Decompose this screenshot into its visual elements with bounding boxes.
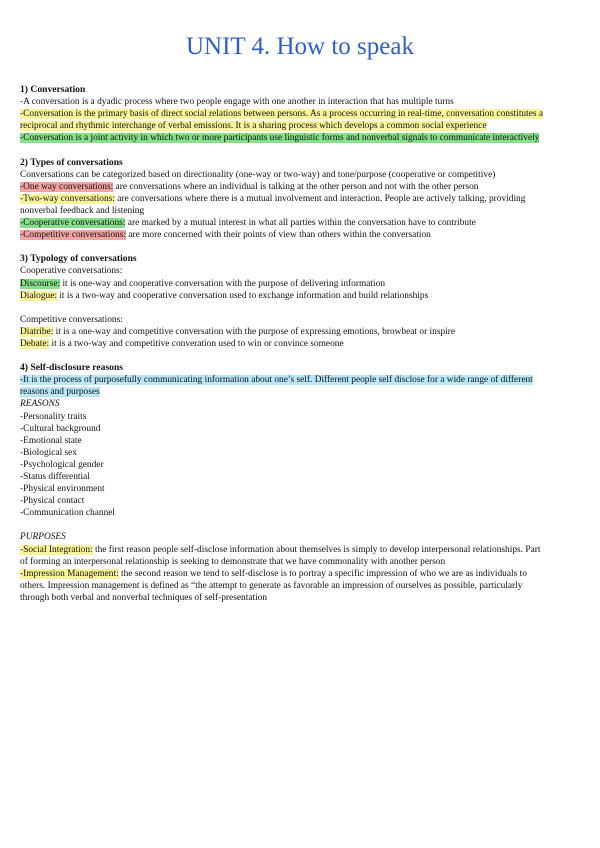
definition: it is a one-way and competitive conversation with the purpose of expressing emotions, browbeat or inspire (53, 326, 456, 337)
term: Debate: (20, 338, 50, 349)
section-heading: 1) Conversation (20, 84, 86, 95)
definition: are marked by a mutual interest in what all parties within the conversation have to contribute (125, 218, 476, 229)
section-typology (20, 253, 550, 350)
definition-item (20, 278, 550, 290)
highlighted-paragraph: -Conversation is the primary basis of direct social relations between persons. As a process occurring in real-time, conversation constitutes a reciprocal and rhythmic interchange of verbal emissions. It is a sharing process which develops a common social experience (20, 109, 544, 132)
list-item: -Biological sex (20, 447, 78, 458)
paragraph: -A conversation is a dyadic process where two people engage with one another in interaction that has multiple turns (20, 97, 454, 108)
highlighted-paragraph: -It is the process of purposefully communicating information about one’s self. Different people self disclose for a wide range of different reasons and purposes (20, 375, 533, 398)
list-item: -Psychological gender (20, 459, 104, 470)
term: -Cooperative conversations: (20, 218, 126, 229)
list-item: -Communication channel (20, 508, 116, 519)
section-self-disclosure (20, 362, 550, 604)
definition-item (20, 544, 550, 568)
highlighted-paragraph: -Conversation is a joint activity in which two or more participants use linguistic forms and nonverbal signals to communicate interactively (20, 133, 540, 144)
definition: it is one-way and cooperative conversation with the purpose of delivering information (60, 278, 386, 289)
term: -Impression Management: (20, 568, 119, 579)
definition: it is a two-way and competitive converation used to win or convince someone (49, 338, 344, 349)
definition: the second reason we tend to self-disclose is to portray a specific impression of who we are as individuals to others. Impression management is defined as “the attempt to generate as favorable an impression of ourselves as possible, particularly through both verbal and nonverbal techniques of self-presentation (20, 568, 527, 603)
term: Discourse: (20, 278, 61, 289)
definition-item (20, 326, 550, 338)
list-item: -Status differential (20, 472, 90, 482)
document-body (20, 84, 550, 604)
section-types (20, 157, 550, 242)
list-item: -Cultural background (20, 423, 101, 434)
list-item: -Physical contact (20, 496, 85, 507)
definition: are conversations where there is a mutual involvement and interaction. People are actively talking, providing nonverbal feedback and listening (20, 193, 526, 216)
term: Diatribe: (20, 326, 54, 337)
reasons-list (20, 411, 550, 520)
definition-item (20, 181, 550, 193)
definition: are more concerned with their points of view than others within the conversation (125, 230, 431, 241)
list-item: -Emotional state (20, 435, 82, 446)
term: -Competitive conversations: (20, 230, 126, 241)
definition-item (20, 338, 550, 350)
section-heading: 2) Types of conversations (20, 156, 123, 168)
term: Dialogue: (20, 290, 57, 301)
reasons-label: REASONS (20, 399, 60, 410)
definition-item (20, 568, 550, 604)
section-conversation (20, 84, 550, 144)
paragraph: Conversations can be categorized based on directionality (one-way or two-way) and tone/purpose (cooperative or competitive) (20, 169, 496, 180)
page-title: UNIT 4. How to speak (186, 33, 414, 60)
definition: it is a two-way and cooperative conversation used to exchange information and build relationships (56, 290, 429, 301)
definition: the first reason people self-disclose information about themselves is simply to develop interpersonal relationships. Part of forming an interpersonal relationship is seeking to demonstrate that we have commonality with another person (20, 544, 541, 567)
definition: are conversations where an individual is talking at the other person and not with the other person (113, 181, 479, 192)
definition-item (20, 193, 550, 217)
list-item: -Physical environment (20, 484, 105, 495)
subheading: Competitive conversations: (20, 314, 123, 325)
definition-item (20, 217, 550, 229)
list-item: -Personality traits (20, 411, 87, 422)
definition-item (20, 290, 550, 302)
term: -One way conversations: (20, 181, 114, 192)
purposes-label: PURPOSES (20, 532, 66, 543)
definition-item (20, 229, 550, 241)
section-heading: 3) Typology of conversations (20, 253, 137, 265)
section-heading: 4) Self-disclosure reasons (20, 362, 124, 374)
term: -Two-way conversations: (20, 193, 115, 204)
term: -Social Integration: (20, 544, 93, 555)
subheading: Cooperative conversations: (20, 266, 123, 277)
